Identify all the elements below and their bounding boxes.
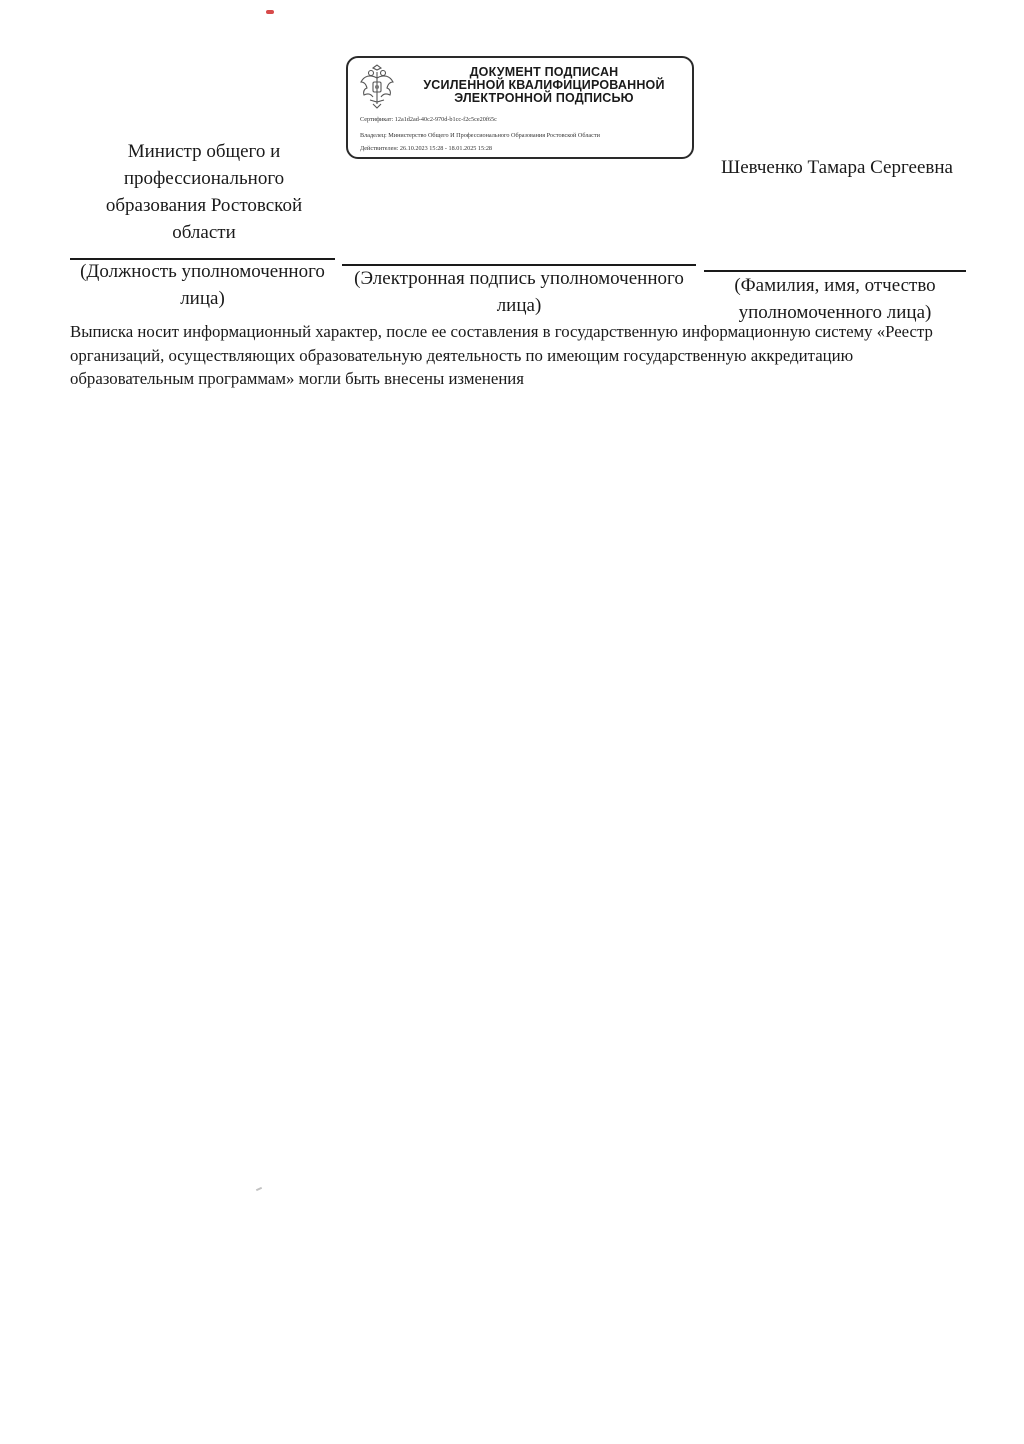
stamp-validity: Действителен: 26.10.2023 15:28 - 18.01.2025 15:28: [360, 145, 493, 152]
stamp-certificate: Сертификат: 12a1d2ad-40c2-970d-b1cc-f2c5ce20f65c: [360, 116, 497, 123]
signature-caption: (Электронная подпись уполномоченного лица): [354, 268, 684, 316]
official-position: Министр общего и профессионального образования Ростовской области: [105, 141, 303, 243]
stamp-title-line: ЭЛЕКТРОННОЙ ПОДПИСЬЮ: [454, 91, 634, 105]
stamp-owner: Владелец: Министерство Общего И Профессионального Образования Ростовской Области: [360, 132, 600, 139]
russian-coat-of-arms-icon: [358, 64, 396, 110]
disclaimer-note: Выписка носит информационный характер, после ее составления в государственную информационную систему «Реестр организаций, осуществляющих образовательную деятельность по имеющим государственную аккредитацию образовательным программам» могли быть внесены изменения: [70, 322, 933, 388]
stamp-title: [400, 66, 688, 105]
position-caption: (Должность уполномоченного лица): [80, 261, 325, 309]
name-caption: (Фамилия, имя, отчество уполномоченного лица): [734, 275, 936, 323]
red-ink-mark: [266, 10, 274, 14]
electronic-signature-stamp: [346, 56, 694, 159]
stamp-title-line: ДОКУМЕНТ ПОДПИСАН: [469, 65, 619, 79]
official-full-name: Шевченко Тамара Сергеевна: [721, 157, 953, 178]
stamp-title-line: УСИЛЕННОЙ КВАЛИФИЦИРОВАННОЙ: [423, 78, 665, 92]
scan-speck: [256, 1187, 262, 1191]
